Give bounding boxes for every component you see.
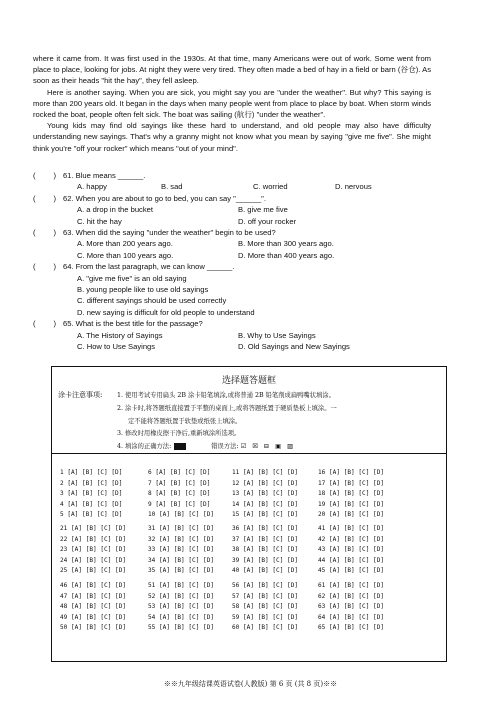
- bubble-row[interactable]: [60, 613, 126, 624]
- item-number: 18: [318, 490, 326, 498]
- bubble-row[interactable]: [318, 592, 384, 603]
- bubble-row[interactable]: [232, 524, 298, 535]
- bubble-row[interactable]: [232, 623, 298, 634]
- bubble-row[interactable]: [232, 581, 298, 592]
- option-bubbles[interactable]: [A] [B] [C] [D]: [71, 624, 127, 632]
- paren-close: ): [53, 319, 57, 329]
- item-number: 32: [148, 535, 156, 543]
- item-number: 43: [318, 546, 326, 554]
- bubble-row[interactable]: [60, 479, 122, 490]
- option-a: A. "give me five" is an old saying: [77, 273, 187, 283]
- option-bubbles[interactable]: [A] [B] [C] [D]: [329, 479, 385, 487]
- option-bubbles[interactable]: [A] [B] [C] [D]: [159, 525, 215, 532]
- passage-paragraph-1: where it came from. It was first used in the 1930s. At that time, many Americans were out of work. Some went from place to place, looking for jobs. At night they were very tired. They often made a bed of hay in a field or barn (谷仓). As soon as their heads "hit the hay", they fell asleep.: [33, 54, 431, 86]
- question-stem: 65. What is the best title for the passage?: [63, 319, 203, 329]
- passage-paragraph-2: Here is another saying. When you are sick, you might say you are "under the weather". But why? This saying is more than 200 years old. It began in the days when many people went from place to place by boat. When storm winds rocked the boat, people often felt sick. The boat was sailing (航行) "under the weather".: [33, 87, 431, 120]
- answer-paren[interactable]: [33, 170, 56, 181]
- bubble-row[interactable]: [148, 535, 214, 546]
- bubble-row[interactable]: [148, 623, 214, 634]
- bubble-column: [318, 468, 384, 521]
- bubble-row[interactable]: [60, 524, 126, 535]
- item-number: 16: [318, 469, 326, 476]
- bubble-row[interactable]: [318, 602, 384, 613]
- item-number: 19: [318, 500, 326, 508]
- item-number: 52: [148, 592, 156, 600]
- bubble-row[interactable]: [232, 592, 298, 603]
- item-number: 40: [232, 567, 240, 575]
- item-number: 4: [60, 500, 64, 508]
- item-number: 45: [318, 567, 326, 575]
- option-bubbles[interactable]: [A] [B] [C] [D]: [155, 490, 211, 498]
- option-bubbles[interactable]: [A] [B] [C] [D]: [329, 511, 385, 519]
- bubble-row[interactable]: [318, 566, 384, 577]
- option-a: A. happy: [77, 182, 107, 192]
- option-bubbles[interactable]: [A] [B] [C] [D]: [159, 567, 215, 575]
- item-number: 10: [148, 511, 156, 519]
- option-bubbles[interactable]: [A] [B] [C] [D]: [329, 490, 385, 498]
- bubble-row[interactable]: [60, 592, 126, 603]
- option-bubbles[interactable]: [A] [B] [C] [D]: [243, 535, 299, 543]
- item-number: 46: [60, 582, 68, 589]
- bubble-row[interactable]: [232, 510, 298, 521]
- option-bubbles[interactable]: [A] [B] [C] [D]: [243, 469, 299, 476]
- answer-card-title: 选择题答题框: [221, 376, 276, 386]
- item-number: 34: [148, 556, 156, 564]
- question-stem: 64. From the last paragraph, we can know ______.: [63, 262, 235, 272]
- rule-4-wrong-label: 错误方法:: [211, 443, 239, 450]
- option-bubbles[interactable]: [A] [B] [C] [D]: [67, 500, 123, 508]
- item-number: 22: [60, 535, 68, 543]
- card-divider: [52, 453, 446, 454]
- option-bubbles[interactable]: [A] [B] [C] [D]: [71, 582, 127, 589]
- bubble-row[interactable]: [148, 581, 214, 592]
- item-number: 50: [60, 624, 68, 632]
- item-number: 51: [148, 582, 156, 589]
- option-c: C. different sayings should be used correctly: [77, 296, 227, 306]
- option-d: D. off your rocker: [238, 216, 297, 226]
- option-bubbles[interactable]: [A] [B] [C] [D]: [71, 535, 127, 543]
- question-stem: 63. When did the saying "under the weather" begin to be used?: [63, 227, 276, 237]
- item-number: 54: [148, 613, 156, 621]
- paren-open: (: [33, 227, 36, 237]
- option-bubbles[interactable]: [A] [B] [C] [D]: [159, 613, 215, 621]
- item-number: 35: [148, 567, 156, 575]
- item-number: 56: [232, 582, 240, 589]
- item-number: 63: [318, 603, 326, 611]
- option-bubbles[interactable]: [A] [B] [C] [D]: [243, 500, 299, 508]
- bubble-row[interactable]: [148, 524, 214, 535]
- question-stem: 62. When you are about to go to bed, you can say "______".: [63, 193, 266, 203]
- bubble-column: [60, 468, 122, 521]
- option-bubbles[interactable]: [A] [B] [C] [D]: [67, 511, 123, 519]
- item-number: 62: [318, 592, 326, 600]
- bubble-row[interactable]: [232, 468, 298, 479]
- option-d: D. new saying is difficult for old people to understand: [77, 307, 255, 317]
- bubble-row[interactable]: [60, 556, 126, 567]
- bubble-row[interactable]: [60, 510, 122, 521]
- bubble-row[interactable]: [148, 556, 214, 567]
- bubble-column: [148, 524, 214, 577]
- option-c: C. How to Use Sayings: [77, 342, 156, 351]
- bubble-row[interactable]: [60, 489, 122, 500]
- bubble-row[interactable]: [148, 613, 214, 624]
- option-bubbles[interactable]: [A] [B] [C] [D]: [71, 546, 127, 554]
- option-d: D. More than 400 years ago.: [238, 250, 335, 260]
- bubble-row[interactable]: [232, 613, 298, 624]
- question-65: [33, 318, 453, 352]
- option-bubbles[interactable]: [A] [B] [C] [D]: [329, 567, 385, 575]
- bubble-row[interactable]: [232, 479, 298, 490]
- paren-open: (: [33, 319, 36, 329]
- rule-2b: 定不能将答题纸置于软垫或纸张上填涂。: [128, 418, 242, 425]
- question-61: [33, 170, 453, 193]
- option-bubbles[interactable]: [A] [B] [C] [D]: [243, 511, 299, 519]
- option-bubbles[interactable]: [A] [B] [C] [D]: [329, 613, 385, 621]
- bubble-row[interactable]: [318, 613, 384, 624]
- option-bubbles[interactable]: [A] [B] [C] [D]: [329, 603, 385, 611]
- option-bubbles[interactable]: [A] [B] [C] [D]: [159, 603, 215, 611]
- page-footer: ※※九年级结课英语试卷(人教版) 第 6 页 (共 8 页)※※: [163, 680, 338, 688]
- item-number: 57: [232, 592, 240, 600]
- item-number: 41: [318, 525, 326, 532]
- item-number: 38: [232, 546, 240, 554]
- option-bubbles[interactable]: [A] [B] [C] [D]: [329, 535, 385, 543]
- item-number: 48: [60, 603, 68, 611]
- item-number: 13: [232, 490, 240, 498]
- option-bubbles[interactable]: [A] [B] [C] [D]: [243, 479, 299, 487]
- rule-4-correct-label: 4. 填涂的正确方法:: [117, 443, 172, 450]
- item-number: 6: [148, 469, 152, 476]
- bubble-row[interactable]: [318, 545, 384, 556]
- bubble-row[interactable]: [318, 500, 384, 511]
- option-bubbles[interactable]: [A] [B] [C] [D]: [155, 500, 211, 508]
- item-number: 14: [232, 500, 240, 508]
- rules-label: 涂卡注意事项:: [58, 391, 103, 399]
- item-number: 1: [60, 469, 64, 476]
- item-number: 44: [318, 556, 326, 564]
- paren-open: (: [33, 193, 36, 203]
- item-number: 49: [60, 613, 68, 621]
- bubble-row[interactable]: [318, 510, 384, 521]
- option-b: B. Why to Use Sayings: [238, 330, 316, 340]
- option-a: A. a drop in the bucket: [77, 205, 153, 215]
- item-number: 55: [148, 624, 156, 632]
- item-number: 39: [232, 556, 240, 564]
- option-bubbles[interactable]: [A] [B] [C] [D]: [329, 500, 385, 508]
- bubble-column: [232, 581, 298, 634]
- option-d: D. nervous: [335, 182, 372, 192]
- item-number: 36: [232, 525, 240, 532]
- bubble-row[interactable]: [232, 602, 298, 613]
- option-c: C. worried: [253, 182, 288, 192]
- bubble-column: [232, 468, 298, 521]
- option-bubbles[interactable]: [A] [B] [C] [D]: [155, 469, 211, 476]
- option-bubbles[interactable]: [A] [B] [C] [D]: [71, 525, 127, 532]
- option-bubbles[interactable]: [A] [B] [C] [D]: [155, 479, 211, 487]
- item-number: 5: [60, 511, 64, 519]
- bubble-row[interactable]: [148, 510, 214, 521]
- bubble-row[interactable]: [60, 581, 126, 592]
- option-bubbles[interactable]: [A] [B] [C] [D]: [71, 556, 127, 564]
- option-c: C. More than 100 years ago.: [77, 250, 174, 260]
- item-number: 21: [60, 525, 68, 532]
- rule-2a: 2. 涂卡时,将答题纸直接置于平整的桌面上,或将答题纸置于硬质垫板上填涂。一: [117, 405, 337, 412]
- item-number: 12: [232, 479, 240, 487]
- option-bubbles[interactable]: [A] [B] [C] [D]: [71, 613, 127, 621]
- item-number: 33: [148, 546, 156, 554]
- option-bubbles[interactable]: [A] [B] [C] [D]: [159, 546, 215, 554]
- answer-paren[interactable]: [33, 261, 56, 272]
- answer-paren[interactable]: [33, 318, 56, 329]
- paren-open: (: [33, 262, 36, 272]
- bubble-row[interactable]: [148, 468, 214, 479]
- option-bubbles[interactable]: [A] [B] [C] [D]: [67, 479, 123, 487]
- option-bubbles[interactable]: [A] [B] [C] [D]: [71, 567, 127, 575]
- bubble-row[interactable]: [318, 524, 384, 535]
- rule-4: [117, 441, 295, 450]
- wrong-marks-icon: ☑ ☒ ⊟ ▣ ▨: [240, 443, 296, 450]
- option-bubbles[interactable]: [A] [B] [C] [D]: [159, 624, 215, 632]
- item-number: 53: [148, 603, 156, 611]
- bubble-row[interactable]: [60, 545, 126, 556]
- item-number: 15: [232, 511, 240, 519]
- questions-section: [33, 170, 453, 352]
- paren-open: (: [33, 171, 36, 180]
- bubble-column: [318, 581, 384, 634]
- bubble-row[interactable]: [148, 500, 214, 511]
- bubble-row[interactable]: [232, 535, 298, 546]
- bubble-row[interactable]: [60, 535, 126, 546]
- option-bubbles[interactable]: [A] [B] [C] [D]: [159, 582, 215, 589]
- option-b: B. give me five: [238, 205, 288, 215]
- answer-paren[interactable]: [33, 193, 56, 204]
- option-bubbles[interactable]: [A] [B] [C] [D]: [329, 525, 385, 532]
- option-b: B. young people like to use old sayings: [77, 284, 209, 294]
- option-d: D. Old Sayings and New Sayings: [238, 342, 350, 351]
- item-number: 9: [148, 500, 152, 508]
- option-bubbles[interactable]: [A] [B] [C] [D]: [243, 613, 299, 621]
- option-bubbles[interactable]: [A] [B] [C] [D]: [243, 603, 299, 611]
- item-number: 7: [148, 479, 152, 487]
- bubble-row[interactable]: [318, 489, 384, 500]
- rule-3: 3. 修改时用橡皮擦干净后,重新填涂所选项。: [117, 430, 241, 437]
- bubble-row[interactable]: [318, 535, 384, 546]
- bubble-row[interactable]: [318, 479, 384, 490]
- bubble-row[interactable]: [148, 602, 214, 613]
- paren-close: ): [53, 227, 57, 237]
- reading-passage: [33, 53, 431, 154]
- bubble-row[interactable]: [148, 545, 214, 556]
- item-number: 17: [318, 479, 326, 487]
- item-number: 61: [318, 582, 326, 589]
- option-bubbles[interactable]: [A] [B] [C] [D]: [159, 556, 215, 564]
- option-bubbles[interactable]: [A] [B] [C] [D]: [329, 546, 385, 554]
- question-62: [33, 193, 453, 227]
- item-number: 37: [232, 535, 240, 543]
- item-number: 24: [60, 556, 68, 564]
- rule-1: 1. 使用考试专用扁头 2B 涂卡铅笔填涂,或将普通 2B 铅笔削成扁鸭嘴状填涂。: [117, 392, 335, 399]
- bubble-row[interactable]: [60, 602, 126, 613]
- item-number: 47: [60, 592, 68, 600]
- bubble-row[interactable]: [148, 592, 214, 603]
- item-number: 23: [60, 546, 68, 554]
- option-bubbles[interactable]: [A] [B] [C] [D]: [329, 592, 385, 600]
- option-bubbles[interactable]: [A] [B] [C] [D]: [329, 556, 385, 564]
- option-bubbles[interactable]: [A] [B] [C] [D]: [67, 490, 123, 498]
- option-bubbles[interactable]: [A] [B] [C] [D]: [329, 469, 385, 476]
- option-bubbles[interactable]: [A] [B] [C] [D]: [243, 624, 299, 632]
- answer-paren[interactable]: [33, 227, 56, 238]
- paren-close: ): [53, 262, 57, 272]
- bubble-row[interactable]: [148, 479, 214, 490]
- bubble-column: [232, 524, 298, 577]
- option-c: C. hit the hay: [77, 216, 122, 226]
- item-number: 3: [60, 490, 64, 498]
- option-bubbles[interactable]: [A] [B] [C] [D]: [67, 469, 123, 476]
- option-bubbles[interactable]: [A] [B] [C] [D]: [159, 592, 215, 600]
- item-number: 20: [318, 511, 326, 519]
- bubble-column: [148, 581, 214, 634]
- bubble-row[interactable]: [232, 489, 298, 500]
- bubble-row[interactable]: [318, 556, 384, 567]
- paren-close: ): [53, 171, 57, 180]
- question-63: [33, 227, 453, 261]
- option-bubbles[interactable]: [A] [B] [C] [D]: [159, 535, 215, 543]
- option-bubbles[interactable]: [A] [B] [C] [D]: [243, 490, 299, 498]
- bubble-row[interactable]: [148, 566, 214, 577]
- option-bubbles[interactable]: [A] [B] [C] [D]: [159, 511, 215, 519]
- option-a: A. More than 200 years ago.: [77, 239, 173, 249]
- bubble-row[interactable]: [60, 566, 126, 577]
- bubble-row[interactable]: [318, 468, 384, 479]
- item-number: 11: [232, 469, 240, 476]
- bubble-row[interactable]: [60, 623, 126, 634]
- item-number: 58: [232, 603, 240, 611]
- question-stem: 61. Blue means ______.: [63, 171, 146, 180]
- item-number: 31: [148, 525, 156, 532]
- bubble-row[interactable]: [60, 468, 122, 479]
- bubble-row[interactable]: [232, 556, 298, 567]
- bubble-row[interactable]: [318, 623, 384, 634]
- option-bubbles[interactable]: [A] [B] [C] [D]: [243, 582, 299, 589]
- bubble-column: [148, 468, 214, 521]
- bubble-row[interactable]: [60, 500, 122, 511]
- item-number: 42: [318, 535, 326, 543]
- bubble-row[interactable]: [232, 545, 298, 556]
- option-bubbles[interactable]: [A] [B] [C] [D]: [329, 582, 385, 589]
- item-number: 64: [318, 613, 326, 621]
- option-bubbles[interactable]: [A] [B] [C] [D]: [243, 546, 299, 554]
- bubble-row[interactable]: [232, 566, 298, 577]
- option-bubbles[interactable]: [A] [B] [C] [D]: [71, 603, 127, 611]
- bubble-row[interactable]: [318, 581, 384, 592]
- option-bubbles[interactable]: [A] [B] [C] [D]: [243, 567, 299, 575]
- question-64: [33, 261, 453, 318]
- item-number: 25: [60, 567, 68, 575]
- option-bubbles[interactable]: [A] [B] [C] [D]: [243, 525, 299, 532]
- passage-paragraph-3: Young kids may find old sayings like these hard to understand, and old people may also have difficulty understanding new sayings. That's why a granny might not know what you mean by saying "give me five". She might think you're "off your rocker" which means "out of your mind".: [33, 121, 431, 153]
- option-bubbles[interactable]: [A] [B] [C] [D]: [243, 592, 299, 600]
- option-bubbles[interactable]: [A] [B] [C] [D]: [243, 556, 299, 564]
- bubble-column: [60, 524, 126, 577]
- paren-close: ): [53, 193, 57, 203]
- option-b: B. sad: [161, 182, 183, 192]
- item-number: 2: [60, 479, 64, 487]
- bubble-column: [60, 581, 126, 634]
- item-number: 65: [318, 624, 326, 632]
- bubble-row[interactable]: [232, 500, 298, 511]
- correct-mark-icon: [174, 443, 186, 450]
- bubble-column: [318, 524, 384, 577]
- item-number: 8: [148, 490, 152, 498]
- item-number: 59: [232, 613, 240, 621]
- bubble-row[interactable]: [148, 489, 214, 500]
- option-bubbles[interactable]: [A] [B] [C] [D]: [71, 592, 127, 600]
- option-b: B. More than 300 years ago.: [238, 239, 334, 249]
- item-number: 60: [232, 624, 240, 632]
- option-a: A. The History of Sayings: [77, 330, 163, 340]
- option-bubbles[interactable]: [A] [B] [C] [D]: [329, 624, 385, 632]
- answer-card: [51, 366, 447, 662]
